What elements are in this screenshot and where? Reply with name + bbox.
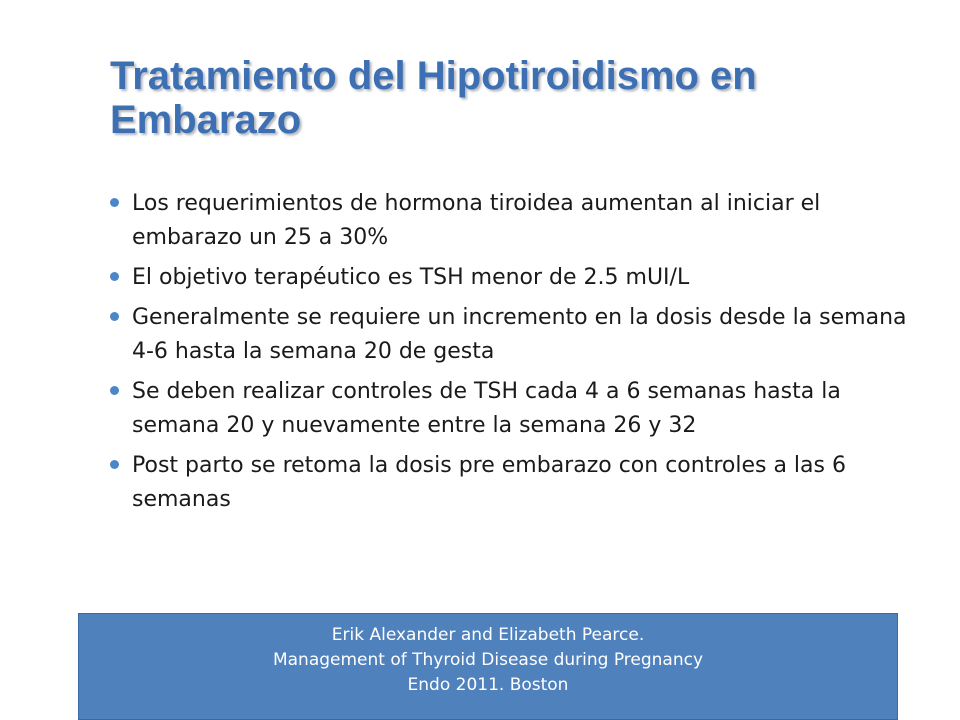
- citation-article: Management of Thyroid Disease during Pregnancy: [272, 650, 704, 670]
- bullet-item: [110, 187, 910, 255]
- bullet-icon: [110, 386, 119, 395]
- bullet-item: [110, 375, 910, 443]
- bullet-text: Post parto se retoma la dosis pre embarazo con controles a las 6 semanas: [132, 453, 846, 512]
- citation-box: [78, 613, 898, 720]
- slide-title: Tratamiento del Hipotiroidismo en Embarazo: [110, 54, 757, 142]
- bullet-text: Generalmente se requiere un incremento en la dosis desde la semana 4-6 hasta la semana 20 de gesta: [132, 305, 907, 364]
- bullet-icon: [110, 312, 119, 321]
- bullet-text: Los requerimientos de hormona tiroidea aumentan al iniciar el embarazo un 25 a 30%: [132, 191, 821, 250]
- bullet-icon: [110, 460, 119, 469]
- bullet-icon: [110, 272, 119, 281]
- bullet-item: [110, 449, 910, 517]
- bullet-list: [110, 187, 910, 523]
- bullet-item: [110, 301, 910, 369]
- citation-source: Endo 2011. Boston: [407, 675, 569, 695]
- bullet-item: [110, 261, 910, 295]
- bullet-text: Se deben realizar controles de TSH cada 4 a 6 semanas hasta la semana 20 y nuevamente entre la semana 26 y 32: [132, 379, 841, 438]
- bullet-text: El objetivo terapéutico es TSH menor de 2.5 mUI/L: [132, 265, 690, 290]
- bullet-icon: [110, 198, 119, 207]
- citation-authors: Erik Alexander and Elizabeth Pearce.: [331, 625, 645, 645]
